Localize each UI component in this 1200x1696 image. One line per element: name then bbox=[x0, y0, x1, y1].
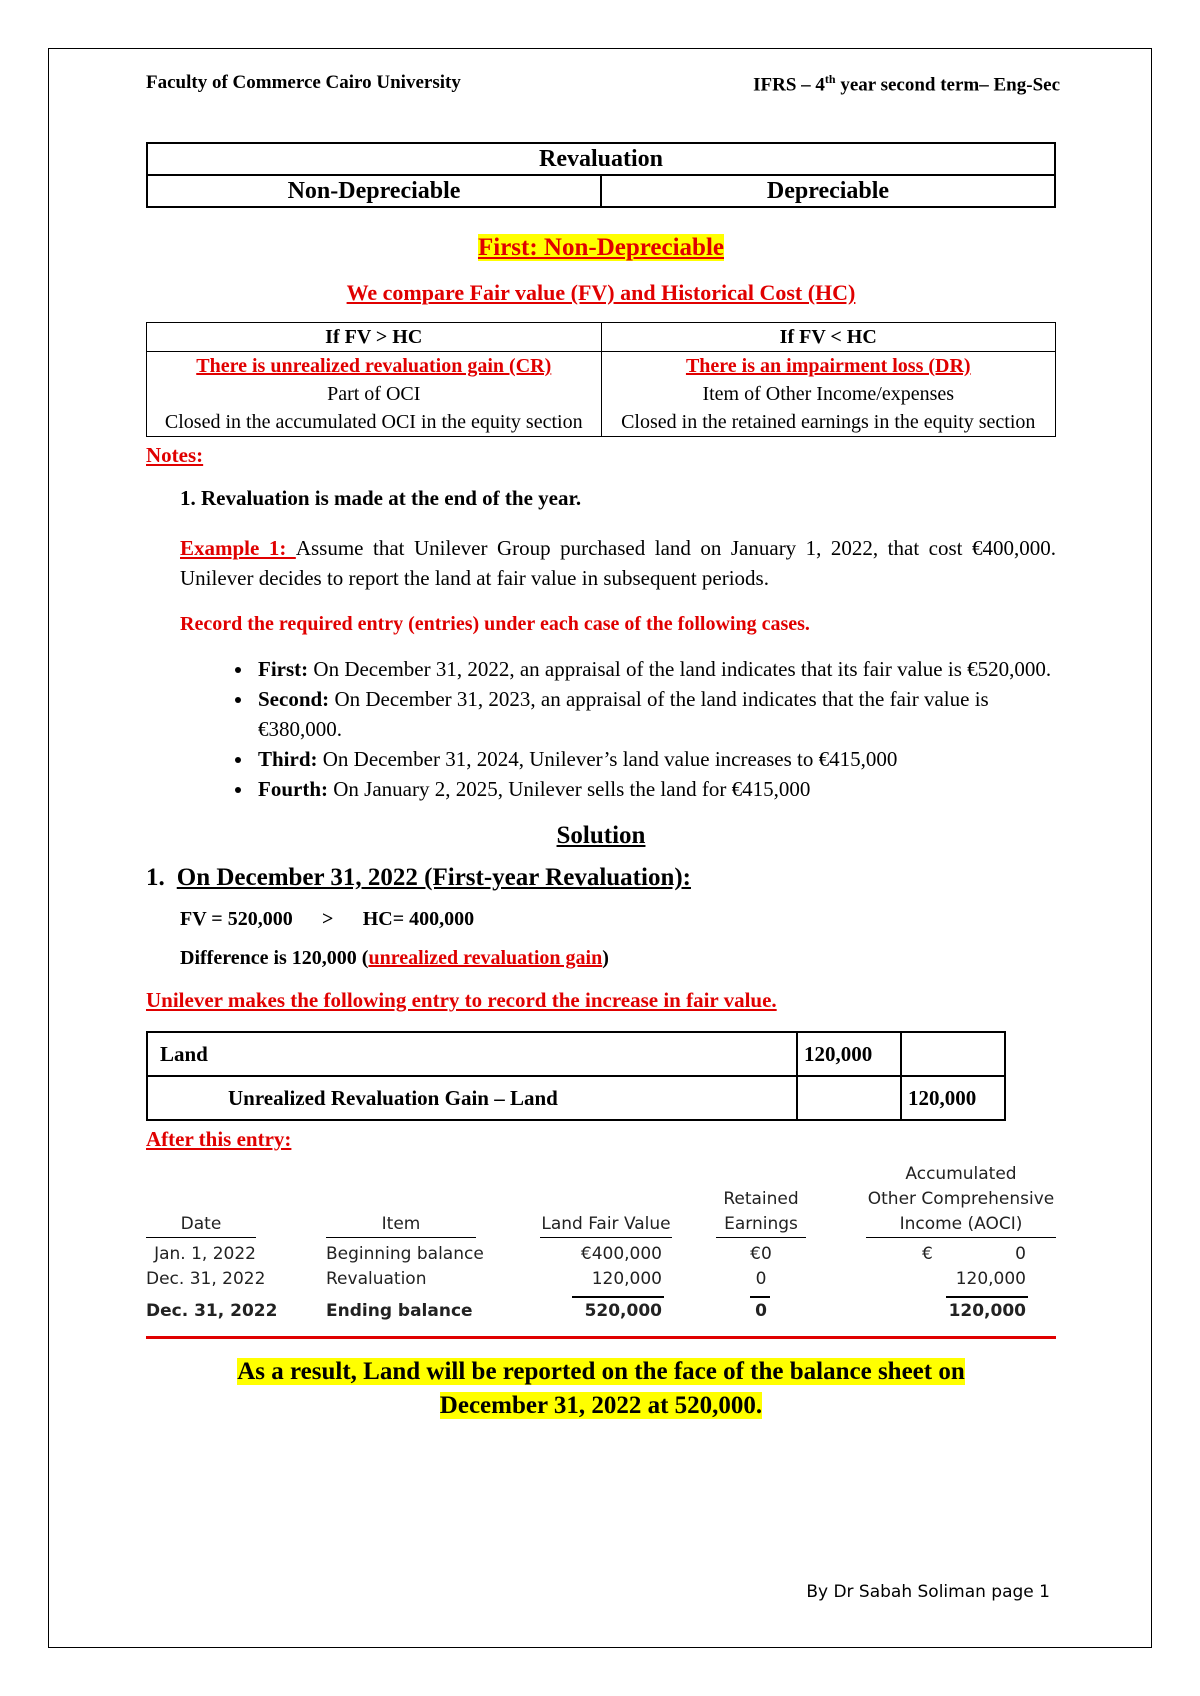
row-2-land: 120,000 bbox=[591, 1269, 662, 1289]
row-1-date: Jan. 1, 2022 bbox=[154, 1244, 256, 1264]
revaluation-table bbox=[146, 142, 1056, 208]
journal-account: Land bbox=[147, 1032, 797, 1076]
row-1-land: €400,000 bbox=[580, 1244, 662, 1264]
revaluation-title: Revaluation bbox=[147, 143, 1055, 175]
non-depreciable-cell: Non-Depreciable bbox=[147, 175, 601, 207]
fv-less-body: There is an impairment loss (DR) Item of Other Income/expenses Closed in the retained earnings in the equity section bbox=[601, 352, 1056, 437]
col-head-land: Land Fair Value bbox=[540, 1212, 672, 1238]
comparison-table bbox=[146, 322, 1056, 437]
journal-row bbox=[147, 1076, 1005, 1120]
cases-list bbox=[146, 654, 1056, 804]
notes-label: Notes: bbox=[146, 443, 204, 467]
fv-less-head: If FV < HC bbox=[601, 323, 1056, 352]
row-1-aoci-currency: € bbox=[922, 1244, 933, 1264]
result-statement: As a result, Land will be reported on the face of the balance sheet on December 31, 2022 at 520,000. bbox=[237, 1358, 965, 1419]
col-head-re-2: Earnings bbox=[716, 1212, 806, 1238]
header-left: Faculty of Commerce Cairo University bbox=[146, 72, 461, 93]
case-item: • Third: On December 31, 2024, Unilever’s land value increases to €415,000 bbox=[254, 744, 1056, 774]
journal-debit: 120,000 bbox=[797, 1032, 901, 1076]
col-head-re-1: Retained bbox=[723, 1189, 799, 1209]
col-head-aoci-3: Income (AOCI) bbox=[866, 1212, 1056, 1238]
journal-credit bbox=[901, 1032, 1005, 1076]
solution-heading: Solution bbox=[556, 822, 646, 849]
case-item: • Fourth: On January 2, 2025, Unilever sells the land for €415,000 bbox=[254, 774, 1056, 804]
red-divider bbox=[146, 1336, 1056, 1339]
row-3-aoci: 120,000 bbox=[948, 1301, 1026, 1321]
journal-entry-table bbox=[146, 1031, 1006, 1121]
row-2-aoci: 120,000 bbox=[955, 1269, 1026, 1289]
journal-credit: 120,000 bbox=[901, 1076, 1005, 1120]
journal-account: Unrealized Revaluation Gain – Land bbox=[147, 1076, 797, 1120]
fair-value-table bbox=[146, 1162, 1056, 1332]
row-3-item: Ending balance bbox=[326, 1301, 473, 1321]
page-footer: By Dr Sabah Soliman page 1 bbox=[806, 1582, 1050, 1602]
row-3-date: Dec. 31, 2022 bbox=[146, 1301, 278, 1321]
page-header bbox=[146, 72, 1060, 102]
record-instruction: Record the required entry (entries) under each case of the following cases. bbox=[180, 613, 810, 635]
difference-line: Difference is 120,000 (unrealized revaluation gain) bbox=[180, 947, 609, 969]
case-item: • Second: On December 31, 2023, an appraisal of the land indicates that the fair value is €380,000. bbox=[254, 684, 1056, 744]
row-1-re: €0 bbox=[750, 1244, 772, 1264]
journal-debit bbox=[797, 1076, 901, 1120]
note-1: 1. Revaluation is made at the end of the year. bbox=[180, 486, 582, 510]
compare-heading: We compare Fair value (FV) and Historical Cost (HC) bbox=[346, 280, 856, 305]
row-3-re: 0 bbox=[755, 1301, 767, 1321]
header-right: IFRS – 4th year second term– Eng-Sec bbox=[753, 72, 1060, 96]
col-head-item: Item bbox=[326, 1212, 476, 1238]
row-2-re: 0 bbox=[755, 1269, 767, 1289]
row-2-item: Revaluation bbox=[326, 1269, 427, 1289]
document-content bbox=[146, 72, 1060, 1423]
col-head-date: Date bbox=[146, 1212, 256, 1238]
row-1-aoci: 0 bbox=[1015, 1244, 1026, 1264]
fv-comparison: FV = 520,000 > HC= 400,000 bbox=[180, 908, 475, 930]
row-2-date: Dec. 31, 2022 bbox=[146, 1269, 266, 1289]
row-1-item: Beginning balance bbox=[326, 1244, 484, 1264]
journal-row bbox=[147, 1032, 1005, 1076]
row-3-land: 520,000 bbox=[584, 1301, 662, 1321]
case-item: • First: On December 31, 2022, an appraisal of the land indicates that its fair value is €520,000. bbox=[254, 654, 1056, 684]
land-subtotal-rule bbox=[572, 1296, 664, 1298]
col-head-aoci-2: Other Comprehensive bbox=[867, 1189, 1055, 1209]
fv-greater-body: There is unrealized revaluation gain (CR) Part of OCI Closed in the accumulated OCI in the equity section bbox=[147, 352, 602, 437]
after-entry-label: After this entry: bbox=[146, 1127, 292, 1151]
aoci-subtotal-rule bbox=[946, 1296, 1028, 1298]
entry-intro: Unilever makes the following entry to record the increase in fair value. bbox=[146, 988, 777, 1012]
step-1-heading: 1. On December 31, 2022 (First-year Revaluation): bbox=[146, 864, 691, 891]
depreciable-cell: Depreciable bbox=[601, 175, 1055, 207]
example-paragraph: Example 1: Assume that Unilever Group purchased land on January 1, 2022, that cost €400,000. Unilever decides to report the land at fair value in subsequent periods. bbox=[180, 536, 1056, 590]
col-head-aoci-1: Accumulated bbox=[905, 1164, 1017, 1184]
section-heading: First: Non-Depreciable bbox=[477, 234, 724, 261]
fv-greater-head: If FV > HC bbox=[147, 323, 602, 352]
re-subtotal-rule bbox=[750, 1296, 770, 1298]
